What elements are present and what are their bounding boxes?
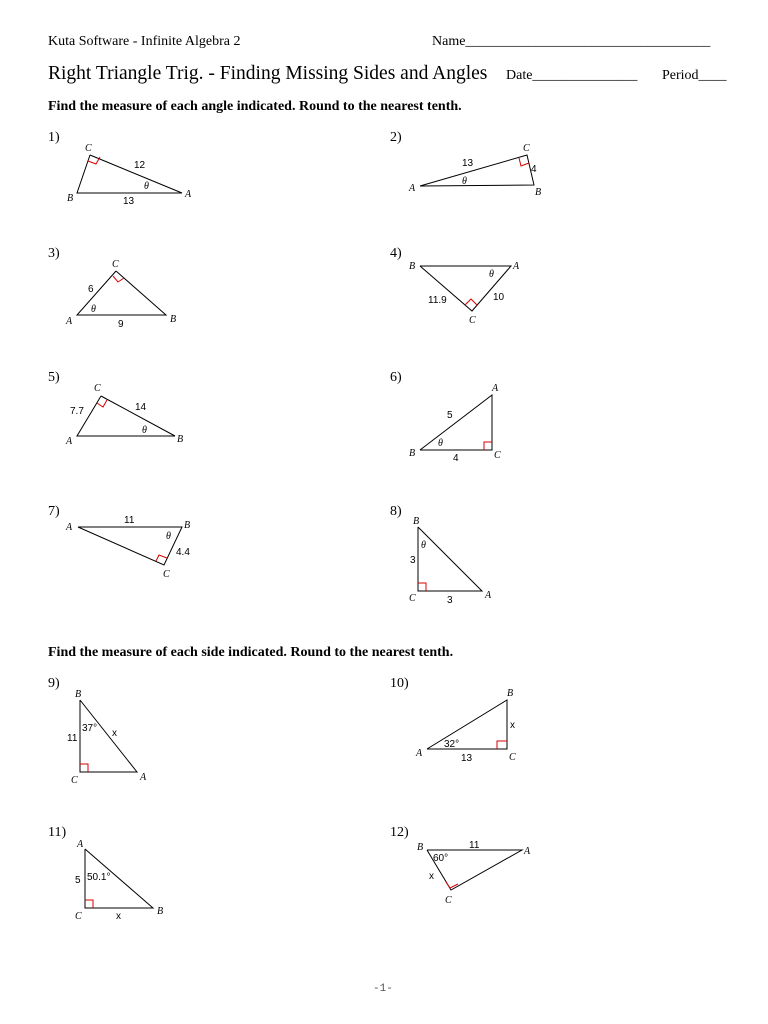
problem-number: 4): [390, 246, 402, 261]
triangle-edges: [420, 395, 492, 450]
vertex-label: C: [75, 911, 82, 922]
problem-number: 11): [48, 825, 67, 840]
side-label: 9: [118, 319, 124, 330]
side-label: 13: [461, 753, 473, 764]
angle-label: θ: [462, 176, 467, 187]
triangle-figure-10: [415, 688, 516, 764]
vertex-label: A: [492, 383, 499, 394]
side-label: x: [116, 911, 121, 922]
angle-label: θ: [166, 531, 171, 542]
side-label: 7.7: [70, 406, 84, 417]
triangle-edges: [427, 700, 507, 749]
triangle-figure-12: [417, 840, 531, 906]
side-label: 3: [447, 595, 453, 606]
vertex-label: C: [163, 569, 170, 580]
vertex-label: C: [409, 593, 416, 604]
vertex-label: B: [184, 520, 191, 531]
right-angle-marker: [80, 764, 88, 772]
vertex-label: B: [409, 261, 416, 272]
right-angle-marker: [156, 555, 167, 561]
triangle-edges: [80, 700, 137, 772]
side-label: x: [429, 871, 434, 882]
angle-label: θ: [144, 181, 149, 192]
side-label: 11: [67, 733, 78, 744]
triangle-figure-7: [65, 515, 190, 580]
vertex-label: A: [513, 261, 520, 272]
right-angle-marker: [465, 299, 477, 305]
problem-number: 1): [48, 130, 60, 145]
right-angle-marker: [418, 583, 426, 591]
side-label: 5: [75, 875, 81, 886]
triangle-figure-2: [408, 143, 541, 198]
vertex-label: A: [524, 846, 531, 857]
triangle-figure-1: [67, 143, 192, 207]
triangle-edges: [418, 527, 482, 591]
triangle-figure-4: [409, 261, 520, 326]
side-label: 13: [462, 158, 474, 169]
angle-label: 50.1°: [87, 872, 111, 883]
vertex-label: B: [170, 314, 177, 325]
side-label: 14: [135, 402, 147, 413]
vertex-label: B: [157, 906, 164, 917]
problem-number: 7): [48, 504, 60, 519]
problem-number: 2): [390, 130, 402, 145]
vertex-label: A: [185, 189, 192, 200]
side-label: x: [112, 728, 117, 739]
triangle-figure-5: [65, 383, 183, 447]
side-label: 12: [134, 160, 146, 171]
vertex-label: C: [71, 775, 78, 786]
side-label: 5: [447, 410, 453, 421]
vertex-label: C: [523, 143, 530, 154]
side-label: 4.4: [176, 547, 190, 558]
period-field-label: Period____: [662, 68, 727, 83]
problem-number: 8): [390, 504, 402, 519]
problem-number: 3): [48, 246, 60, 261]
side-label: 11: [469, 840, 480, 851]
side-label: 4: [531, 164, 537, 175]
angle-label: θ: [421, 540, 426, 551]
triangle-edges: [77, 396, 175, 436]
vertex-label: A: [77, 839, 84, 850]
right-angle-marker: [484, 442, 492, 450]
vertex-label: B: [177, 434, 184, 445]
angle-label: 60°: [433, 853, 449, 864]
vertex-label: C: [509, 752, 516, 763]
side-label: 6: [88, 284, 94, 295]
problem-number: 10): [390, 676, 409, 691]
triangle-edges: [77, 155, 182, 193]
page-number: -1-: [373, 983, 393, 995]
vertex-label: B: [535, 187, 542, 198]
vertex-label: A: [66, 436, 73, 447]
side-label: 3: [410, 555, 416, 566]
vertex-label: A: [66, 522, 73, 533]
vertex-label: C: [85, 143, 92, 154]
vertex-label: B: [507, 688, 514, 699]
vertex-label: A: [416, 748, 423, 759]
triangle-figure-3: [65, 259, 176, 330]
triangle-figure-11: [75, 839, 163, 922]
vertex-label: B: [417, 842, 424, 853]
triangle-figure-6: [409, 383, 501, 464]
vertex-label: A: [140, 772, 147, 783]
side-label: 11.9: [428, 295, 447, 306]
vertex-label: C: [445, 895, 452, 906]
worksheet-title: Right Triangle Trig. - Finding Missing Sides and Angles: [48, 63, 488, 84]
problem-number: 6): [390, 370, 402, 385]
side-label: 11: [124, 515, 135, 526]
angle-label: θ: [91, 304, 96, 315]
vertex-label: B: [75, 689, 82, 700]
angle-label: 37°: [82, 723, 98, 734]
sides-instructions: Find the measure of each side indicated. Round to the nearest tenth.: [48, 645, 454, 660]
vertex-label: B: [409, 448, 416, 459]
triangle-figure-9: [67, 689, 147, 786]
angles-instructions: Find the measure of each angle indicated. Round to the nearest tenth.: [48, 99, 462, 114]
problem-number: 12): [390, 825, 409, 840]
problem-number: 9): [48, 676, 60, 691]
vertex-label: C: [494, 450, 501, 461]
triangle-figure-8: [409, 516, 492, 606]
vertex-label: C: [112, 259, 119, 270]
triangle-edges: [420, 155, 534, 186]
right-angle-marker: [85, 900, 93, 908]
vertex-label: A: [66, 316, 73, 327]
side-label: 4: [453, 453, 459, 464]
software-label: Kuta Software - Infinite Algebra 2: [48, 34, 241, 49]
angle-label: θ: [438, 438, 443, 449]
vertex-label: A: [409, 183, 416, 194]
date-field-label: Date_______________: [506, 68, 638, 83]
vertex-label: C: [94, 383, 101, 394]
vertex-label: A: [485, 590, 492, 601]
side-label: 10: [493, 292, 505, 303]
side-label: x: [510, 720, 515, 731]
right-angle-marker: [497, 741, 507, 749]
angle-label: θ: [489, 269, 494, 280]
vertex-label: B: [413, 516, 420, 527]
name-field-label: Name___________________________________: [432, 34, 711, 49]
vertex-label: B: [67, 193, 74, 204]
angle-label: 32°: [444, 739, 460, 750]
problem-number: 5): [48, 370, 60, 385]
angle-label: θ: [142, 425, 147, 436]
side-label: 13: [123, 196, 135, 207]
vertex-label: C: [469, 315, 476, 326]
